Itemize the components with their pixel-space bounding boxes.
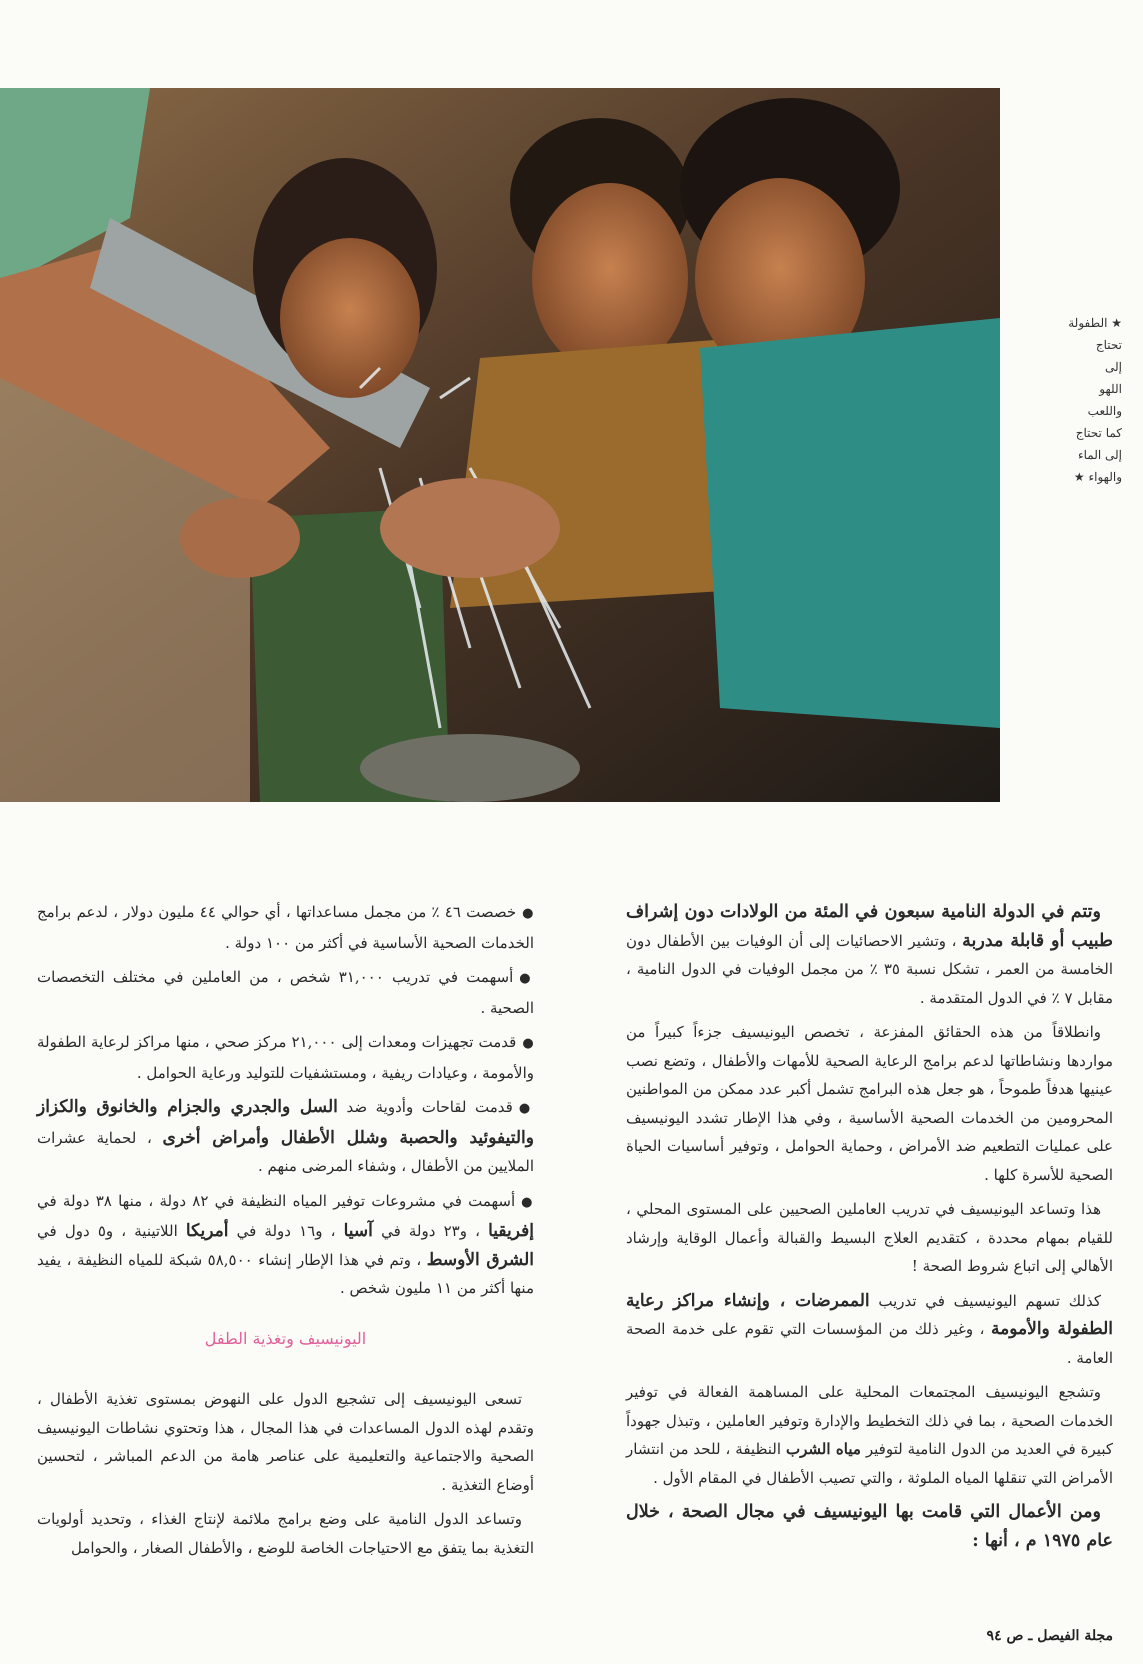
- paragraph: هذا وتساعد اليونيسيف في تدريب العاملين الصحيين على المستوى المحلي ، للقيام بمهام محددة ، كتقديم العلاج البسيط والقبالة وأعمال الوقاية وإرشاد الأهالي إلى اتباع شروط الصحة !: [626, 1200, 1113, 1275]
- list-item-text: اللاتينية ، و٥ دول في: [37, 1222, 178, 1240]
- list-item: [37, 963, 534, 1022]
- caption-line: واللعب: [1087, 404, 1122, 418]
- paragraph: وتساعد الدول النامية على وضع برامج ملائمة لإنتاج الغذاء ، وتحديد أولويات التغذية بما يتفق مع الاحتياجات الخاصة للوضع ، والأطفال الصغار ، والحوامل: [37, 1510, 534, 1557]
- emphasis-text: الممرضات ، وإنشاء مراكز رعاية الطفولة والأمومة: [626, 1290, 1113, 1339]
- list-item: [37, 898, 534, 957]
- bullet-icon: ●: [522, 1036, 534, 1051]
- paragraph-text: ، وتشير الاحصائيات إلى أن الوفيات بين الأطفال دون الخامسة من العمر ، تشكل نسبة ٣٥ ٪ من مجمل الوفيات في الدول النامية ، مقابل ٧ ٪ في الدول المتقدمة .: [626, 931, 1113, 1007]
- caption-line: تحتاج: [1095, 338, 1122, 352]
- emphasis-text: إفريقيا: [488, 1221, 534, 1241]
- bullet-icon: ●: [522, 906, 534, 921]
- children-washing-hands-photo: [0, 88, 1000, 802]
- caption-line: كما تحتاج: [1075, 426, 1122, 440]
- list-item-text: أسهمت في مشروعات توفير المياه النظيفة في ٨٢ دولة ، منها ٣٨ دولة في: [37, 1191, 516, 1210]
- emphasis-text: السل والجدري والجزام والخانوق والكزاز والتيفوئيد والحصبة وشلل الأطفال وأمراض أخرى: [37, 1097, 534, 1148]
- list-intro: ومن الأعمال التي قامت بها اليونيسيف في مجال الصحة ، خلال عام ١٩٧٥ م ، أنها :: [626, 1502, 1113, 1551]
- section-title: اليونيسيف وتغذية الطفل: [204, 1328, 367, 1348]
- caption-line: ★ الطفولة: [1068, 316, 1122, 330]
- caption-line: إلى: [1105, 360, 1122, 374]
- list-item-text: قدمت تجهيزات ومعدات إلى ٢١,٠٠٠ مركز صحي ، منها مراكز لرعاية الطفولة والأمومة ، وعيادات ريفية ، ومستشفيات للتوليد ورعاية الحوامل .: [37, 1033, 534, 1082]
- list-item-text: ، و١٦ دولة في: [236, 1222, 336, 1240]
- paragraph-text: كذلك تسهم اليونيسيف في تدريب: [878, 1291, 1101, 1310]
- emphasis-text: أمريكا: [185, 1221, 229, 1241]
- page-footer: مجلة الفيصل ـ ص ٩٤: [986, 1628, 1113, 1644]
- list-item-text: أسهمت في تدريب ٣١,٠٠٠ شخص ، من العاملين في مختلف التخصصات الصحية .: [37, 968, 534, 1017]
- paragraph: [626, 898, 1113, 1012]
- paragraph: وانطلاقاً من هذه الحقائق المفزعة ، تخصص اليونيسيف جزءاً كبيراً من مواردها ونشاطاتها لدعم برامج الرعاية الصحية للأمهات والأطفال ، وتضع نصب عينيها هدفاً طموحاً ، هو جعل هذه البرامج تشمل أكبر عدد ممكن من المواطنين المحرومين من الخدمات الصحية الأساسية ، وفي هذا الإطار تشدد اليونيسيف على عمليات التطعيم ضد الأمراض ، وحماية الحوامل ، وتوفير أساسيات الحياة الصحية للأسرة كلها .: [626, 1023, 1113, 1184]
- paragraph: [626, 1378, 1113, 1492]
- list-item-text: خصصت ٤٦ ٪ من مجمل مساعداتها ، أي حوالي ٤٤ مليون دولار ، لدعم برامج الخدمات الصحية الأساسية في أكثر من ١٠٠ دولة .: [37, 903, 534, 952]
- list-item: [37, 1187, 534, 1303]
- bullet-icon: ●: [518, 1101, 534, 1116]
- caption-line: إلى الماء: [1077, 448, 1122, 462]
- paragraph-text: وتشجع اليونيسيف المجتمعات المحلية على المساهمة الفعالة في توفير الخدمات الصحية ، بما في ذلك التخطيط والإدارة وتوفير العاملين ، وتبذل جهوداً كبيرة في العديد من الدول النامية لتوفير: [626, 1383, 1113, 1458]
- lead-text: وتتم في الدولة النامية سبعون في المئة من الولادات دون إشراف طبيب أو قابلة مدربة: [626, 902, 1113, 951]
- bullet-icon: ●: [519, 971, 534, 986]
- list-item: [37, 1093, 534, 1181]
- photo-caption: [1012, 312, 1122, 488]
- list-item-text: ، لحماية عشرات الملايين من الأطفال ، وشفاء المرضى منهم .: [37, 1128, 534, 1175]
- emphasis-text: الشرق الأوسط: [426, 1249, 535, 1270]
- paragraph: [626, 1287, 1113, 1373]
- caption-line: اللهو: [1099, 382, 1122, 396]
- caption-line: والهواء ★: [1073, 470, 1122, 484]
- paragraph-text: النظيفة ، للحد من انتشار الأمراض التي تنقلها المياه الملوثة ، والتي تصيب الأطفال في المقام الأول .: [626, 1440, 1113, 1487]
- emphasis-text: مياه الشرب: [785, 1440, 861, 1458]
- paragraph-text: ، وغير ذلك من المؤسسات التي تقوم على خدمة الصحة العامة .: [626, 1320, 1113, 1367]
- bullet-icon: ●: [521, 1194, 535, 1210]
- left-column: [37, 898, 534, 1568]
- paragraph: تسعى اليونيسيف إلى تشجيع الدول على النهوض بمستوى تغذية الأطفال ، وتقدم لهذه الدول المساعدات في هذا المجال ، هذا وتحتوي نشاطات اليونيسيف الصحية والاجتماعية والتعليمية على عناصر هامة من الدعم المباشر ، لتحسين أوضاع التغذية .: [37, 1390, 534, 1494]
- list-item-text: قدمت لقاحات وأدوية ضد: [346, 1098, 513, 1116]
- emphasis-text: آسيا: [343, 1221, 373, 1241]
- right-column: [626, 898, 1113, 1561]
- list-item-text: ، وتم في هذا الإطار إنشاء ٥٨,٥٠٠ شبكة للمياه النظيفة ، يفيد منها أكثر من ١١ مليون شخص .: [37, 1250, 534, 1297]
- list-item: [37, 1028, 534, 1087]
- list-item-text: ، و٢٣ دولة في: [381, 1222, 480, 1240]
